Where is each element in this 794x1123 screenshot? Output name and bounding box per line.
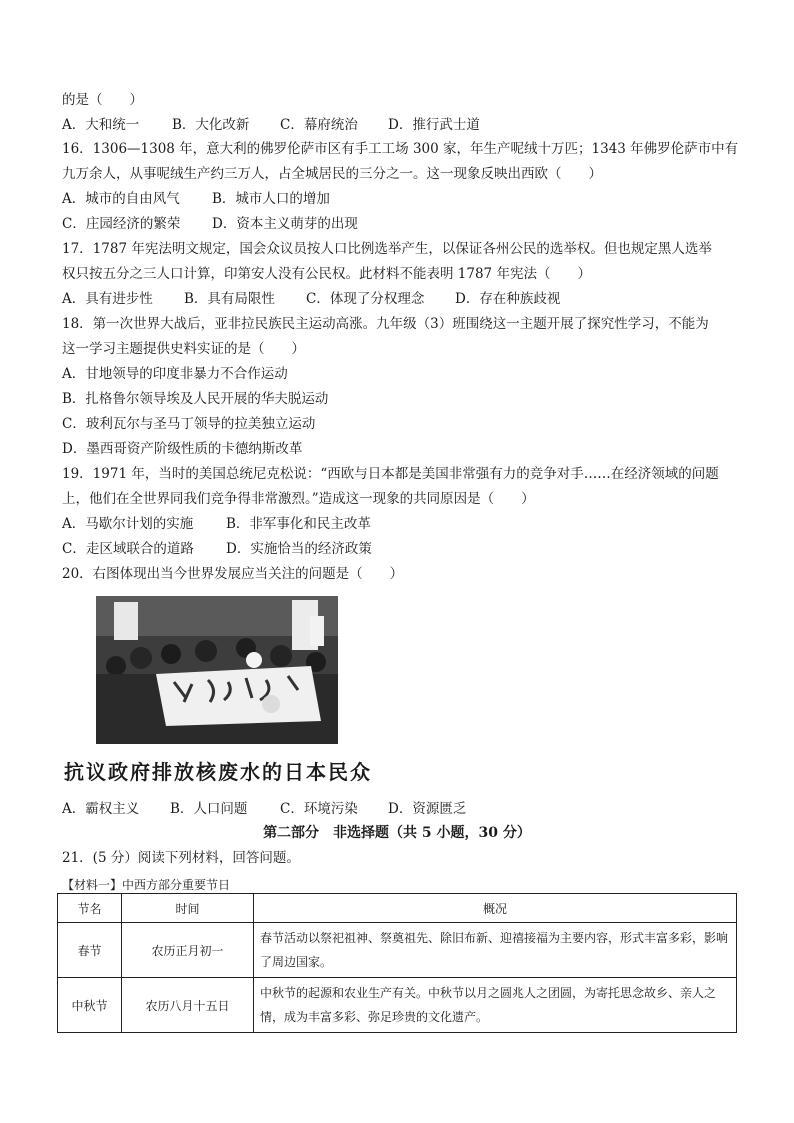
table-cell: 农历八月十五日: [122, 978, 254, 1033]
q17-option-b[interactable]: B．具有局限性: [184, 291, 275, 307]
festival-table: [57, 893, 737, 1033]
q19-stem-line1: 19．1971 年，当时的美国总统尼克松说：“西欧与日本都是美国非常强有力的竞争对手……在经济领域的问题: [62, 466, 719, 482]
q18-option-d[interactable]: D．墨西哥资产阶级性质的卡德纳斯改革: [62, 441, 303, 457]
q15-option-d[interactable]: D．推行武士道: [388, 117, 480, 133]
q18-option-b[interactable]: B．扎格鲁尔领导埃及人民开展的华夫脱运动: [62, 391, 329, 407]
photo-caption: 抗议政府排放核废水的日本民众: [64, 760, 372, 784]
table-row: [58, 978, 737, 1033]
q16-stem-line2: 九万余人，从事呢绒生产约三万人，占全城居民的三分之一。这一现象反映出西欧（ ）: [62, 166, 602, 182]
q20-option-a[interactable]: A．霸权主义: [62, 801, 140, 817]
q18-option-c[interactable]: C．玻利瓦尔与圣马丁领导的拉美独立运动: [62, 416, 316, 432]
q17-stem-line1: 17．1787 年宪法明文规定，国会众议员按人口比例选举产生，以保证各州公民的选举权。但也规定黑人选举: [62, 241, 712, 257]
section-title: 第二部分 非选择题（共 5 小题，30 分）: [263, 825, 531, 841]
q16-option-c[interactable]: C．庄园经济的繁荣: [62, 216, 181, 232]
table-header-row: [58, 894, 737, 923]
q20-option-b[interactable]: B．人口问题: [170, 801, 248, 817]
q15-option-b[interactable]: B．大化改新: [172, 117, 250, 133]
table-cell: 春节活动以祭祀祖神、祭奠祖先、除旧布新、迎禧接福为主要内容，形式丰富多彩，影响了周边国家。: [254, 923, 737, 978]
q19-option-d[interactable]: D．实施恰当的经济政策: [226, 541, 372, 557]
q20-option-c[interactable]: C．环境污染: [280, 801, 358, 817]
table-cell: 农历正月初一: [122, 923, 254, 978]
q16-stem-line1: 16．1306—1308 年，意大利的佛罗伦萨市区有手工工场 300 家，年生产呢绒十万匹；1343 年佛罗伦萨市中有: [62, 141, 739, 157]
q19-option-b[interactable]: B．非军事化和民主改革: [226, 516, 371, 532]
protest-photo: [96, 596, 338, 744]
table-header-cell: 节名: [58, 894, 122, 923]
table-row: [58, 923, 737, 978]
q20-option-d[interactable]: D．资源匮乏: [388, 801, 467, 817]
q19-option-c[interactable]: C．走区域联合的道路: [62, 541, 194, 557]
q15-option-c[interactable]: C．幕府统治: [280, 117, 358, 133]
q19-stem-line2: 上，他们在全世界同我们竞争得非常激烈。”造成这一现象的共同原因是（ ）: [62, 491, 535, 507]
q19-option-a[interactable]: A．马歇尔计划的实施: [62, 516, 194, 532]
q17-option-c[interactable]: C．体现了分权理念: [306, 291, 425, 307]
table-header-cell: 概况: [254, 894, 737, 923]
q17-stem-line2: 权只按五分之三人口计算，印第安人没有公民权。此材料不能表明 1787 年宪法（ ）: [62, 266, 591, 282]
q18-option-a[interactable]: A．甘地领导的印度非暴力不合作运动: [62, 366, 288, 382]
q20-stem: 20．右图体现出当今世界发展应当关注的问题是（ ）: [62, 566, 404, 582]
q16-option-b[interactable]: B．城市人口的增加: [212, 191, 330, 207]
table-header-cell: 时间: [122, 894, 254, 923]
q17-option-d[interactable]: D．存在种族歧视: [455, 291, 561, 307]
material-title: 【材料一】中西方部分重要节日: [62, 878, 231, 892]
q16-option-a[interactable]: A．城市的自由风气: [62, 191, 180, 207]
q16-option-d[interactable]: D．资本主义萌芽的出现: [212, 216, 358, 232]
table-cell: 春节: [58, 923, 122, 978]
q15-option-a[interactable]: A．大和统一: [62, 117, 140, 133]
table-cell: 中秋节: [58, 978, 122, 1033]
table-cell: 中秋节的起源和农业生产有关。中秋节以月之圆兆人之团圆，为寄托思念故乡、亲人之情，成为丰富多彩、弥足珍贵的文化遗产。: [254, 978, 737, 1033]
q17-option-a[interactable]: A．具有进步性: [62, 291, 153, 307]
q15-stem-tail: 的是（ ）: [62, 92, 143, 108]
q18-stem-line1: 18．第一次世界大战后，亚非拉民族民主运动高涨。九年级（3）班围绕这一主题开展了探究性学习，不能为: [62, 316, 709, 332]
q21-stem: 21．(5 分）阅读下列材料，回答问题。: [62, 850, 300, 866]
q18-stem-line2: 这一学习主题提供史料实证的是（ ）: [62, 341, 305, 357]
